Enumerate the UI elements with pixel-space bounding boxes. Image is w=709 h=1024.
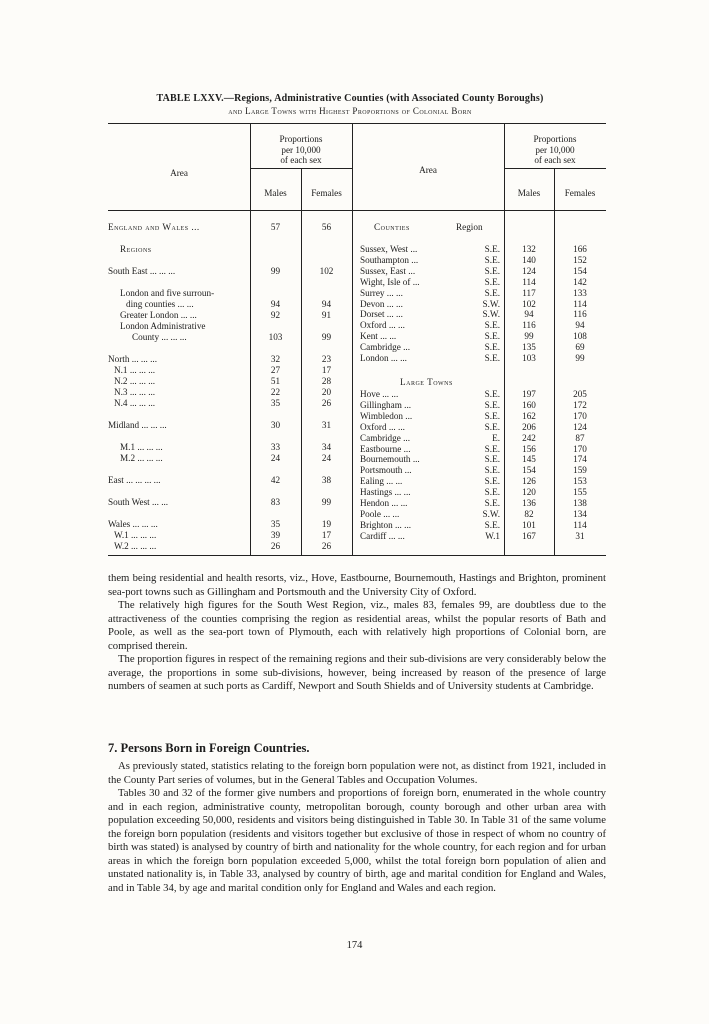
area-label: Hastings ... ... — [360, 487, 411, 498]
males-value: 242 — [522, 432, 536, 443]
males-value: 117 — [522, 287, 536, 298]
proportions-header-line: of each sex — [534, 155, 576, 165]
males-value: 42 — [270, 475, 281, 485]
area-label: Southampton ... — [360, 254, 419, 265]
area-label: W.1 ... ... ... — [114, 530, 157, 540]
males-value: 82 — [524, 508, 534, 519]
area-label: Oxford ... ... — [360, 320, 405, 331]
males-value: 160 — [522, 399, 536, 410]
region-code: S.W. — [482, 309, 500, 320]
females-value: 34 — [321, 442, 332, 452]
proportions-header — [250, 134, 352, 166]
region-code: S.E. — [484, 276, 500, 287]
females-value: 133 — [573, 287, 587, 298]
area-label: Sussex, West ... — [360, 244, 418, 254]
area-label: Kent ... ... — [360, 331, 397, 342]
area-label: Midland ... ... ... — [108, 420, 167, 430]
females-value: 56 — [321, 222, 332, 232]
females-value: 26 — [321, 398, 332, 408]
males-value: 30 — [270, 420, 281, 430]
males-value: 206 — [522, 421, 536, 432]
table-top-rule — [108, 123, 606, 124]
section-heading: 7. Persons Born in Foreign Countries. — [108, 741, 310, 755]
area-label: Greater London ... ... — [120, 310, 197, 320]
females-value: 19 — [321, 519, 332, 529]
males-value: 124 — [522, 265, 536, 276]
males-value: 156 — [522, 443, 536, 454]
region-code: E. — [492, 432, 500, 443]
region-code: S.E. — [484, 421, 500, 432]
males-value: 102 — [522, 298, 536, 309]
area-label: Portsmouth ... — [360, 465, 412, 476]
males-value: 99 — [270, 266, 281, 276]
area-label: ding counties ... ... — [126, 299, 194, 309]
counties-subheading: Counties — [374, 222, 410, 232]
females-value: 94 — [575, 320, 585, 331]
males-value: 132 — [522, 244, 536, 254]
males-value: 83 — [270, 497, 281, 507]
area-label: England and Wales ... — [108, 222, 200, 232]
paragraph: Tables 30 and 32 of the former give numbers and proportions of foreign born, enumerated in the whole country and in each region, administrative county, metropolitan borough, county borough and other urban area with population exceeding 50,000, residents and visitors being distinguished in Table 30. In Table 31 of the same volume the foreign born population (residents and visitors together but exclusive of those in respect of whom no country of birth was stated) is analysed by country of birth and nationality for the whole country, for each region and for urban areas in which the foreign born population exceeded 5,000, whilst the total foreign born population of alien and unstated nationality is, in Table 33, analysed by country of birth, age and marital condition for England and Wales, and in Table 34, by age and marital condition only for England and Wales and each region. — [108, 787, 606, 894]
proportions-header — [504, 134, 606, 166]
sub-header-rule — [504, 168, 606, 169]
area-label: N.1 ... ... ... — [114, 365, 156, 375]
females-value: 138 — [573, 498, 587, 508]
region-code: S.E. — [484, 353, 500, 363]
table-title — [100, 92, 600, 118]
colonial-born-table — [108, 123, 606, 556]
area-label: Gillingham ... — [360, 399, 412, 410]
area-label: Cardiff ... ... — [360, 530, 405, 541]
area-label: Ealing ... ... — [360, 476, 403, 487]
region-code: S.W. — [482, 508, 500, 519]
females-value: 142 — [573, 276, 587, 287]
males-header: Males — [264, 188, 287, 198]
paragraph: As previously stated, statistics relating to the foreign born population were not, as distinct from 1921, included in the County Part series of volumes, but in the General Tables and Occupation Volumes. — [108, 760, 606, 786]
females-value: 102 — [319, 266, 334, 276]
females-value: 87 — [575, 432, 585, 443]
region-code: S.E. — [484, 342, 500, 353]
males-value: 135 — [522, 342, 536, 353]
females-value: 28 — [321, 376, 332, 386]
males-value: 27 — [270, 365, 281, 375]
area-label: N.2 ... ... ... — [114, 376, 156, 386]
females-value: 170 — [573, 443, 587, 454]
area-label: Oxford ... ... — [360, 421, 405, 432]
females-value: 99 — [575, 353, 585, 363]
area-label: South East ... ... ... — [108, 266, 176, 276]
females-value: 134 — [573, 508, 587, 519]
males-value: 103 — [268, 332, 283, 342]
males-value: 94 — [270, 299, 281, 309]
females-value: 116 — [573, 309, 587, 320]
males-value: 126 — [522, 476, 536, 487]
females-value: 91 — [321, 310, 332, 320]
females-value: 155 — [573, 487, 587, 498]
males-value: 167 — [522, 530, 536, 541]
males-value: 140 — [522, 254, 536, 265]
area-label: Brighton ... ... — [360, 519, 412, 530]
females-value: 31 — [321, 420, 332, 430]
paragraph: The proportion figures in respect of the remaining regions and their sub-divisions are very considerably below the average, the proportions in some sub-divisions, however, being increased by reason of the presence of large numbers of seamen at such ports as Cardiff, Newport and South Shields and of University students at Cambridge. — [108, 653, 606, 692]
area-label: Wales ... ... ... — [108, 519, 158, 529]
females-value: 23 — [321, 354, 332, 364]
sub-header-rule — [250, 168, 352, 169]
males-value: 57 — [270, 222, 281, 232]
females-value: 153 — [573, 476, 587, 487]
area-label: Poole ... ... — [360, 508, 400, 519]
females-value: 166 — [573, 244, 587, 254]
females-value: 174 — [573, 454, 587, 465]
males-value: 101 — [522, 519, 536, 530]
proportions-header-line: of each sex — [280, 155, 322, 165]
area-label: Wimbledon ... — [360, 410, 413, 421]
males-value: 24 — [270, 453, 281, 463]
area-label: North ... ... ... — [108, 354, 157, 364]
area-label: Wight, Isle of ... — [360, 276, 420, 287]
area-label: London Administrative — [120, 321, 206, 331]
area-label: W.2 ... ... ... — [114, 541, 157, 551]
males-value: 162 — [522, 410, 536, 421]
females-value: 114 — [573, 298, 587, 309]
area-label: N.4 ... ... ... — [114, 398, 156, 408]
proportions-header-line: Proportions — [533, 134, 577, 144]
region-code: W.1 — [485, 530, 500, 541]
area-label: Hove ... ... — [360, 389, 399, 399]
proportions-header-line: per 10,000 — [535, 144, 575, 155]
males-value: 197 — [522, 389, 536, 399]
males-value: 51 — [270, 376, 281, 386]
proportions-header-line: per 10,000 — [281, 144, 321, 155]
females-value: 38 — [321, 475, 332, 485]
males-header: Males — [517, 188, 541, 198]
region-code: S.W. — [482, 298, 500, 309]
area-label: County ... ... ... — [132, 332, 187, 342]
region-code: S.E. — [484, 465, 500, 476]
area-label: Hendon ... ... — [360, 498, 408, 508]
females-value: 26 — [321, 541, 332, 551]
area-label: N.3 ... ... ... — [114, 387, 156, 397]
area-label: London ... ... — [360, 353, 407, 363]
area-label: M.1 ... ... ... — [120, 442, 163, 452]
table-title-line-1: TABLE LXXV.—Regions, Administrative Counties (with Associated County Boroughs) — [156, 93, 544, 104]
males-value: 99 — [524, 331, 534, 342]
males-value: 39 — [270, 530, 281, 540]
region-code: S.E. — [484, 498, 500, 508]
females-value: 94 — [321, 299, 332, 309]
area-label: Devon ... ... — [360, 298, 403, 309]
females-value: 17 — [321, 530, 332, 540]
col-divider — [352, 123, 353, 555]
area-label: M.2 ... ... ... — [120, 453, 163, 463]
region-code: S.E. — [484, 331, 500, 342]
females-value: 20 — [321, 387, 332, 397]
area-label: Surrey ... ... — [360, 287, 403, 298]
region-subheading: Region — [456, 222, 483, 232]
females-value: 205 — [573, 389, 587, 399]
area-label: Eastbourne ... — [360, 443, 411, 454]
proportions-header-line: Proportions — [279, 134, 323, 144]
region-code: S.E. — [484, 265, 500, 276]
males-value: 94 — [524, 309, 534, 320]
area-label: Cambridge ... — [360, 432, 411, 443]
females-value: 170 — [573, 410, 587, 421]
header-bottom-rule — [108, 210, 606, 211]
region-code: S.E. — [484, 443, 500, 454]
region-code: S.E. — [484, 389, 500, 399]
males-value: 114 — [522, 276, 536, 287]
females-value: 124 — [573, 421, 587, 432]
area-label: Regions — [120, 244, 152, 254]
region-code: S.E. — [484, 410, 500, 421]
females-value: 108 — [573, 331, 587, 342]
region-code: S.E. — [484, 476, 500, 487]
region-code: S.E. — [484, 399, 500, 410]
area-label: East ... ... ... ... — [108, 475, 161, 485]
males-value: 35 — [270, 398, 281, 408]
table-title-line-2: and Large Towns with Highest Proportions of Colonial Born — [228, 106, 472, 116]
table-bottom-rule — [108, 555, 606, 556]
area-label: London and five surroun- — [120, 288, 215, 298]
area-label: South West ... ... — [108, 497, 169, 507]
area-header: Area — [419, 165, 437, 175]
region-code: S.E. — [484, 320, 500, 331]
region-code: S.E. — [484, 487, 500, 498]
page-number: 174 — [346, 940, 363, 951]
region-code: S.E. — [484, 244, 500, 254]
females-value: 69 — [575, 342, 585, 353]
males-value: 103 — [522, 353, 536, 363]
area-label: Bournemouth ... — [360, 454, 420, 465]
region-code: S.E. — [484, 254, 500, 265]
area-label: Cambridge ... — [360, 342, 411, 353]
females-value: 99 — [321, 332, 332, 342]
males-value: 92 — [270, 310, 281, 320]
males-value: 154 — [522, 465, 536, 476]
males-value: 35 — [270, 519, 281, 529]
section-body-text — [108, 760, 606, 895]
males-value: 120 — [522, 487, 536, 498]
males-value: 136 — [522, 498, 536, 508]
males-value: 145 — [522, 454, 536, 465]
area-label: Sussex, East ... — [360, 265, 416, 276]
males-value: 26 — [270, 541, 281, 551]
region-code: S.E. — [484, 454, 500, 465]
large-towns-subheading: Large Towns — [400, 377, 453, 387]
females-value: 152 — [573, 254, 587, 265]
females-value: 31 — [575, 530, 585, 541]
paragraph: them being residential and health resorts, viz., Hove, Eastbourne, Bournemouth, Hastings and Brighton, prominent sea-port towns such as Gillingham and Portsmouth and the University City of Oxford. — [108, 572, 606, 598]
females-value: 99 — [321, 497, 332, 507]
males-value: 116 — [522, 320, 536, 331]
females-value: 114 — [573, 519, 587, 530]
females-value: 24 — [321, 453, 332, 463]
males-value: 22 — [270, 387, 281, 397]
body-text — [108, 572, 606, 694]
females-header: Females — [311, 188, 342, 198]
region-code: S.E. — [484, 287, 500, 298]
females-value: 172 — [573, 399, 587, 410]
area-label: Dorset ... ... — [360, 309, 403, 320]
area-header: Area — [170, 168, 188, 178]
paragraph: The relatively high figures for the South West Region, viz., males 83, females 99, are doubtless due to the attractiveness of the counties comprising the region as residential areas, whilst the popular resorts of Bath and Poole, as well as the sea-port town of Plymouth, each with relatively high proportions of Colonial born, are comprised therein. — [108, 599, 606, 652]
females-value: 159 — [573, 465, 587, 476]
males-value: 33 — [270, 442, 281, 452]
females-value: 17 — [321, 365, 332, 375]
males-value: 32 — [270, 354, 281, 364]
females-header: Females — [564, 188, 596, 198]
females-value: 154 — [573, 265, 587, 276]
region-code: S.E. — [484, 519, 500, 530]
